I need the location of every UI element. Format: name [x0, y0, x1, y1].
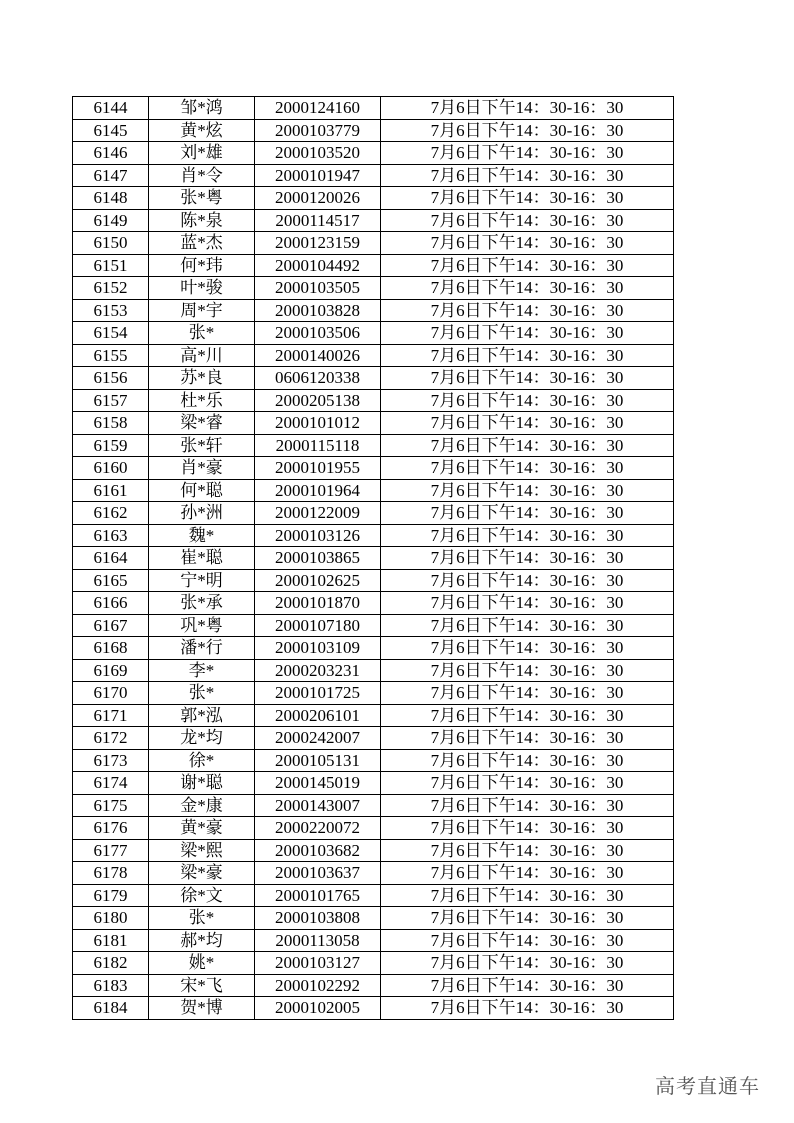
serial-number-cell: 6171	[73, 704, 149, 727]
serial-number-cell: 6146	[73, 142, 149, 165]
exam-time-cell: 7月6日下午14：30-16：30	[381, 254, 674, 277]
student-name-cell: 杜*乐	[149, 389, 255, 412]
table-row	[73, 907, 674, 930]
exam-time-cell: 7月6日下午14：30-16：30	[381, 794, 674, 817]
table-row	[73, 164, 674, 187]
candidate-id-cell: 2000103506	[255, 322, 381, 345]
exam-time-cell: 7月6日下午14：30-16：30	[381, 749, 674, 772]
student-name-cell: 肖*令	[149, 164, 255, 187]
serial-number-cell: 6163	[73, 524, 149, 547]
table-row	[73, 367, 674, 390]
serial-number-cell: 6160	[73, 457, 149, 480]
candidate-id-cell: 2000103109	[255, 637, 381, 660]
table-row	[73, 434, 674, 457]
exam-time-cell: 7月6日下午14：30-16：30	[381, 569, 674, 592]
serial-number-cell: 6182	[73, 952, 149, 975]
candidate-id-cell: 2000101012	[255, 412, 381, 435]
table-row	[73, 142, 674, 165]
candidate-id-cell: 2000203231	[255, 659, 381, 682]
candidate-id-cell: 2000103505	[255, 277, 381, 300]
serial-number-cell: 6183	[73, 974, 149, 997]
table-row	[73, 389, 674, 412]
student-name-cell: 蓝*杰	[149, 232, 255, 255]
student-name-cell: 谢*聪	[149, 772, 255, 795]
exam-time-cell: 7月6日下午14：30-16：30	[381, 299, 674, 322]
candidate-id-cell: 2000103808	[255, 907, 381, 930]
candidate-id-cell: 2000101870	[255, 592, 381, 615]
candidate-id-cell: 2000102625	[255, 569, 381, 592]
student-name-cell: 张*承	[149, 592, 255, 615]
serial-number-cell: 6175	[73, 794, 149, 817]
serial-number-cell: 6159	[73, 434, 149, 457]
serial-number-cell: 6179	[73, 884, 149, 907]
exam-time-cell: 7月6日下午14：30-16：30	[381, 839, 674, 862]
serial-number-cell: 6158	[73, 412, 149, 435]
student-name-cell: 肖*豪	[149, 457, 255, 480]
table-row	[73, 592, 674, 615]
candidate-id-cell: 2000124160	[255, 97, 381, 120]
candidate-id-cell: 2000101947	[255, 164, 381, 187]
candidate-id-cell: 2000104492	[255, 254, 381, 277]
table-row	[73, 884, 674, 907]
exam-time-cell: 7月6日下午14：30-16：30	[381, 637, 674, 660]
serial-number-cell: 6150	[73, 232, 149, 255]
exam-time-cell: 7月6日下午14：30-16：30	[381, 232, 674, 255]
student-name-cell: 梁*睿	[149, 412, 255, 435]
student-name-cell: 何*聪	[149, 479, 255, 502]
student-name-cell: 黄*豪	[149, 817, 255, 840]
candidate-id-cell: 0606120338	[255, 367, 381, 390]
student-name-cell: 叶*骏	[149, 277, 255, 300]
candidate-id-cell: 2000107180	[255, 614, 381, 637]
exam-time-cell: 7月6日下午14：30-16：30	[381, 682, 674, 705]
table-row	[73, 524, 674, 547]
table-row	[73, 232, 674, 255]
candidate-id-cell: 2000123159	[255, 232, 381, 255]
table-row	[73, 119, 674, 142]
candidate-id-cell: 2000103828	[255, 299, 381, 322]
serial-number-cell: 6162	[73, 502, 149, 525]
exam-time-cell: 7月6日下午14：30-16：30	[381, 457, 674, 480]
student-name-cell: 崔*聪	[149, 547, 255, 570]
serial-number-cell: 6167	[73, 614, 149, 637]
student-name-cell: 龙*均	[149, 727, 255, 750]
table-row	[73, 322, 674, 345]
exam-time-cell: 7月6日下午14：30-16：30	[381, 142, 674, 165]
student-name-cell: 宁*明	[149, 569, 255, 592]
student-name-cell: 郭*泓	[149, 704, 255, 727]
exam-time-cell: 7月6日下午14：30-16：30	[381, 119, 674, 142]
student-name-cell: 徐*	[149, 749, 255, 772]
student-name-cell: 李*	[149, 659, 255, 682]
table-row	[73, 277, 674, 300]
serial-number-cell: 6174	[73, 772, 149, 795]
candidate-id-cell: 2000205138	[255, 389, 381, 412]
exam-time-cell: 7月6日下午14：30-16：30	[381, 614, 674, 637]
candidate-id-cell: 2000103127	[255, 952, 381, 975]
student-name-cell: 张*	[149, 682, 255, 705]
candidate-id-cell: 2000145019	[255, 772, 381, 795]
table-row	[73, 839, 674, 862]
student-name-cell: 苏*良	[149, 367, 255, 390]
table-row	[73, 952, 674, 975]
candidate-id-cell: 2000102005	[255, 997, 381, 1020]
serial-number-cell: 6180	[73, 907, 149, 930]
table-row	[73, 794, 674, 817]
serial-number-cell: 6176	[73, 817, 149, 840]
exam-time-cell: 7月6日下午14：30-16：30	[381, 502, 674, 525]
student-name-cell: 张*	[149, 907, 255, 930]
exam-time-cell: 7月6日下午14：30-16：30	[381, 479, 674, 502]
exam-time-cell: 7月6日下午14：30-16：30	[381, 547, 674, 570]
serial-number-cell: 6148	[73, 187, 149, 210]
exam-time-cell: 7月6日下午14：30-16：30	[381, 187, 674, 210]
table-row	[73, 502, 674, 525]
exam-time-cell: 7月6日下午14：30-16：30	[381, 412, 674, 435]
table-row	[73, 299, 674, 322]
table-row	[73, 929, 674, 952]
serial-number-cell: 6157	[73, 389, 149, 412]
serial-number-cell: 6178	[73, 862, 149, 885]
student-name-cell: 张*轩	[149, 434, 255, 457]
serial-number-cell: 6164	[73, 547, 149, 570]
candidate-id-cell: 2000115118	[255, 434, 381, 457]
table-row	[73, 457, 674, 480]
exam-time-cell: 7月6日下午14：30-16：30	[381, 772, 674, 795]
candidate-id-cell: 2000206101	[255, 704, 381, 727]
exam-time-cell: 7月6日下午14：30-16：30	[381, 952, 674, 975]
table-row	[73, 772, 674, 795]
exam-time-cell: 7月6日下午14：30-16：30	[381, 727, 674, 750]
student-name-cell: 周*宇	[149, 299, 255, 322]
roster-body	[73, 97, 674, 1020]
student-name-cell: 刘*雄	[149, 142, 255, 165]
candidate-id-cell: 2000101955	[255, 457, 381, 480]
student-name-cell: 何*玮	[149, 254, 255, 277]
serial-number-cell: 6152	[73, 277, 149, 300]
exam-time-cell: 7月6日下午14：30-16：30	[381, 704, 674, 727]
student-name-cell: 孙*洲	[149, 502, 255, 525]
exam-time-cell: 7月6日下午14：30-16：30	[381, 367, 674, 390]
student-name-cell: 巩*粤	[149, 614, 255, 637]
exam-time-cell: 7月6日下午14：30-16：30	[381, 277, 674, 300]
student-name-cell: 姚*	[149, 952, 255, 975]
serial-number-cell: 6184	[73, 997, 149, 1020]
candidate-id-cell: 2000103126	[255, 524, 381, 547]
exam-time-cell: 7月6日下午14：30-16：30	[381, 817, 674, 840]
student-name-cell: 贺*博	[149, 997, 255, 1020]
watermark-text: 高考直通车	[655, 1074, 760, 1098]
table-row	[73, 637, 674, 660]
candidate-id-cell: 2000242007	[255, 727, 381, 750]
exam-time-cell: 7月6日下午14：30-16：30	[381, 929, 674, 952]
table-row	[73, 254, 674, 277]
serial-number-cell: 6155	[73, 344, 149, 367]
serial-number-cell: 6165	[73, 569, 149, 592]
candidate-id-cell: 2000105131	[255, 749, 381, 772]
candidate-id-cell: 2000103865	[255, 547, 381, 570]
student-name-cell: 梁*豪	[149, 862, 255, 885]
student-name-cell: 郝*均	[149, 929, 255, 952]
table-row	[73, 187, 674, 210]
student-name-cell: 邹*鸿	[149, 97, 255, 120]
table-row	[73, 344, 674, 367]
table-row	[73, 727, 674, 750]
candidate-id-cell: 2000114517	[255, 209, 381, 232]
table-row	[73, 997, 674, 1020]
exam-time-cell: 7月6日下午14：30-16：30	[381, 97, 674, 120]
candidate-id-cell: 2000120026	[255, 187, 381, 210]
roster-table	[72, 96, 674, 1020]
candidate-id-cell: 2000220072	[255, 817, 381, 840]
exam-time-cell: 7月6日下午14：30-16：30	[381, 884, 674, 907]
table-row	[73, 862, 674, 885]
student-name-cell: 潘*行	[149, 637, 255, 660]
table-row	[73, 97, 674, 120]
table-row	[73, 547, 674, 570]
candidate-id-cell: 2000102292	[255, 974, 381, 997]
table-row	[73, 974, 674, 997]
student-name-cell: 徐*文	[149, 884, 255, 907]
exam-time-cell: 7月6日下午14：30-16：30	[381, 434, 674, 457]
candidate-id-cell: 2000103779	[255, 119, 381, 142]
student-name-cell: 梁*熙	[149, 839, 255, 862]
exam-time-cell: 7月6日下午14：30-16：30	[381, 659, 674, 682]
candidate-id-cell: 2000101765	[255, 884, 381, 907]
table-row	[73, 209, 674, 232]
candidate-id-cell: 2000103520	[255, 142, 381, 165]
serial-number-cell: 6169	[73, 659, 149, 682]
serial-number-cell: 6144	[73, 97, 149, 120]
exam-time-cell: 7月6日下午14：30-16：30	[381, 997, 674, 1020]
serial-number-cell: 6173	[73, 749, 149, 772]
serial-number-cell: 6154	[73, 322, 149, 345]
student-name-cell: 张*粤	[149, 187, 255, 210]
table-row	[73, 704, 674, 727]
serial-number-cell: 6161	[73, 479, 149, 502]
serial-number-cell: 6166	[73, 592, 149, 615]
student-name-cell: 宋*飞	[149, 974, 255, 997]
serial-number-cell: 6170	[73, 682, 149, 705]
serial-number-cell: 6177	[73, 839, 149, 862]
table-row	[73, 749, 674, 772]
student-name-cell: 高*川	[149, 344, 255, 367]
exam-time-cell: 7月6日下午14：30-16：30	[381, 592, 674, 615]
exam-time-cell: 7月6日下午14：30-16：30	[381, 209, 674, 232]
serial-number-cell: 6181	[73, 929, 149, 952]
exam-time-cell: 7月6日下午14：30-16：30	[381, 164, 674, 187]
serial-number-cell: 6149	[73, 209, 149, 232]
exam-time-cell: 7月6日下午14：30-16：30	[381, 344, 674, 367]
table-row	[73, 682, 674, 705]
candidate-id-cell: 2000143007	[255, 794, 381, 817]
candidate-id-cell: 2000103637	[255, 862, 381, 885]
table-row	[73, 569, 674, 592]
candidate-id-cell: 2000101725	[255, 682, 381, 705]
student-name-cell: 黄*炫	[149, 119, 255, 142]
serial-number-cell: 6172	[73, 727, 149, 750]
exam-time-cell: 7月6日下午14：30-16：30	[381, 524, 674, 547]
table-row	[73, 817, 674, 840]
exam-time-cell: 7月6日下午14：30-16：30	[381, 322, 674, 345]
table-row	[73, 614, 674, 637]
serial-number-cell: 6147	[73, 164, 149, 187]
exam-time-cell: 7月6日下午14：30-16：30	[381, 389, 674, 412]
table-row	[73, 412, 674, 435]
candidate-id-cell: 2000103682	[255, 839, 381, 862]
serial-number-cell: 6156	[73, 367, 149, 390]
serial-number-cell: 6145	[73, 119, 149, 142]
exam-time-cell: 7月6日下午14：30-16：30	[381, 907, 674, 930]
candidate-id-cell: 2000122009	[255, 502, 381, 525]
student-name-cell: 魏*	[149, 524, 255, 547]
student-name-cell: 陈*泉	[149, 209, 255, 232]
candidate-id-cell: 2000113058	[255, 929, 381, 952]
candidate-id-cell: 2000140026	[255, 344, 381, 367]
table-row	[73, 479, 674, 502]
serial-number-cell: 6153	[73, 299, 149, 322]
serial-number-cell: 6151	[73, 254, 149, 277]
table-row	[73, 659, 674, 682]
student-name-cell: 金*康	[149, 794, 255, 817]
exam-time-cell: 7月6日下午14：30-16：30	[381, 862, 674, 885]
serial-number-cell: 6168	[73, 637, 149, 660]
student-name-cell: 张*	[149, 322, 255, 345]
candidate-id-cell: 2000101964	[255, 479, 381, 502]
exam-time-cell: 7月6日下午14：30-16：30	[381, 974, 674, 997]
